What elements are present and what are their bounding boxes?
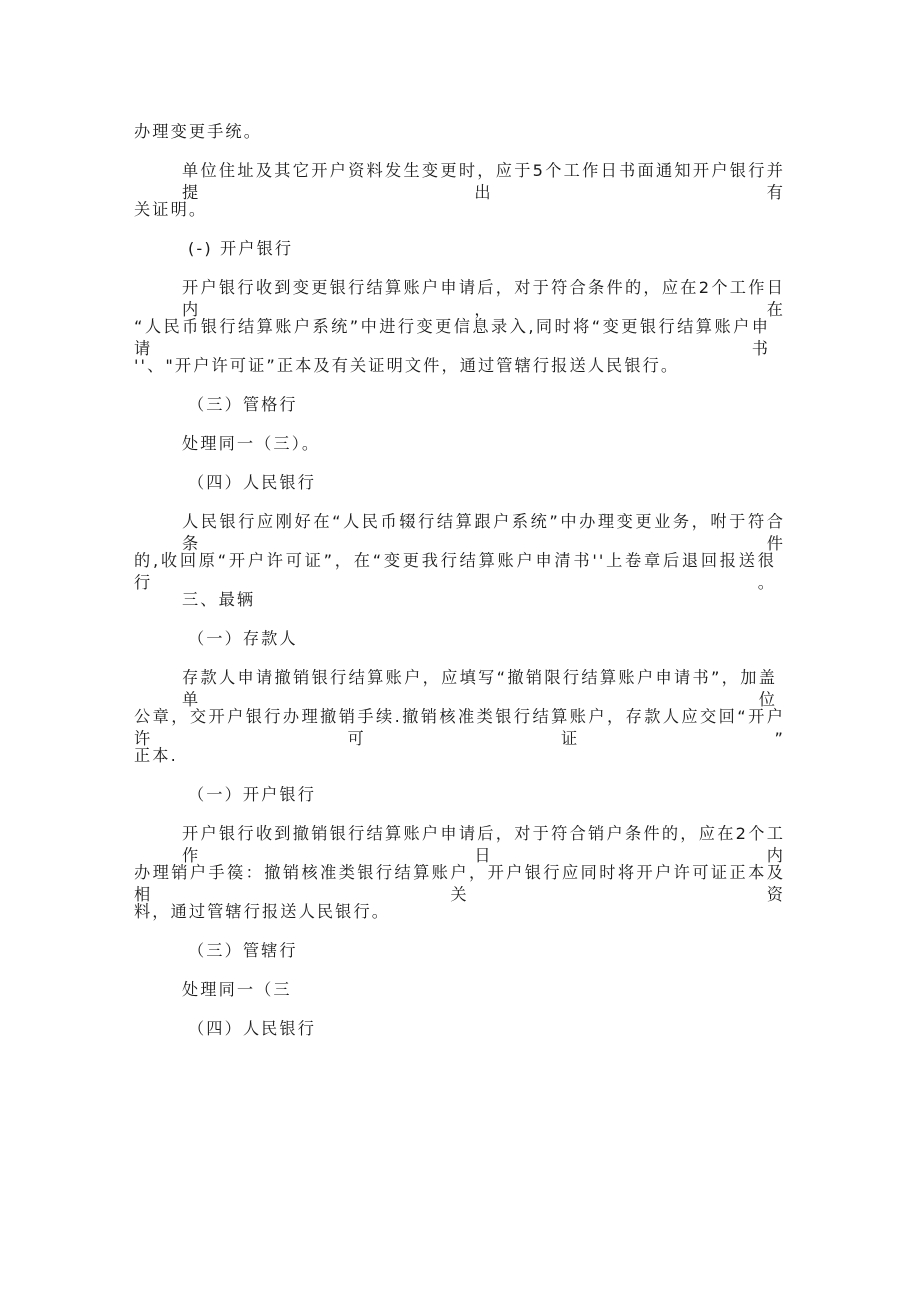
paragraph-line: 处理同一（三）。 [182,434,321,453]
section-heading: （三）管辖行 [188,941,298,960]
section-heading: （四）人民银行 [188,473,317,492]
paragraph-line: 正本. [134,746,178,765]
paragraph-line: 单位住址及其它开户资料发生变更时，应于5个工作日书面通知开户银行并提出有 [182,161,785,202]
paragraph-line: 关证明。 [134,200,208,219]
paragraph-line: 的,收回原“开户许可证”，在“变更我行结算账户申清书''上卷章后退回报送很行。 [134,551,776,592]
paragraph-line: 开户银行收到变更银行结算账户申请后，对于符合条件的，应在2个工作日内，在 [182,278,785,319]
section-heading: （四）人民银行 [188,1019,317,1038]
paragraph-line: “人民币银行结算账户系统”中进行变更信息录入,同时将“变更银行结算账户申请书 [134,317,770,358]
paragraph-line: 料，通过管辖行报送人民银行。 [134,902,391,921]
section-heading: （三）管格行 [188,395,298,414]
section-heading: (-) 开户银行 [188,239,294,258]
paragraph-line: 办理变更手统。 [134,122,263,141]
paragraph-line: 人民银行应刚好在“人民币辍行结算跟户系统”中办理变更业务，咐于符合条件 [182,512,785,553]
paragraph-line: 开户银行收到撤销银行结算账户申请后，对于符合销户条件的，应在2个工作日内 [182,824,785,865]
section-heading: （一）存款人 [188,629,298,648]
paragraph-line: 存款人申请撤销银行结算账户，应填写“撤销限行结算账户申请书”，加盖单位 [182,668,777,709]
paragraph-line: 处理同一（三 [182,980,292,999]
paragraph-line: ''、"开户许可证”正本及有关证明文件，通过管辖行报送人民银行。 [134,356,680,375]
section-heading: 三、最辆 [182,590,256,609]
section-heading: （一）开户银行 [188,785,317,804]
paragraph-line: 办理销户手篌：撤销核准类银行结算账户，开户银行应同时将开户许可证正本及相关资 [134,863,785,904]
paragraph-line: 公章，交开户银行办理撤销手续.撤销核准类银行结算账户，存款人应交回“开户许可证” [134,707,785,748]
